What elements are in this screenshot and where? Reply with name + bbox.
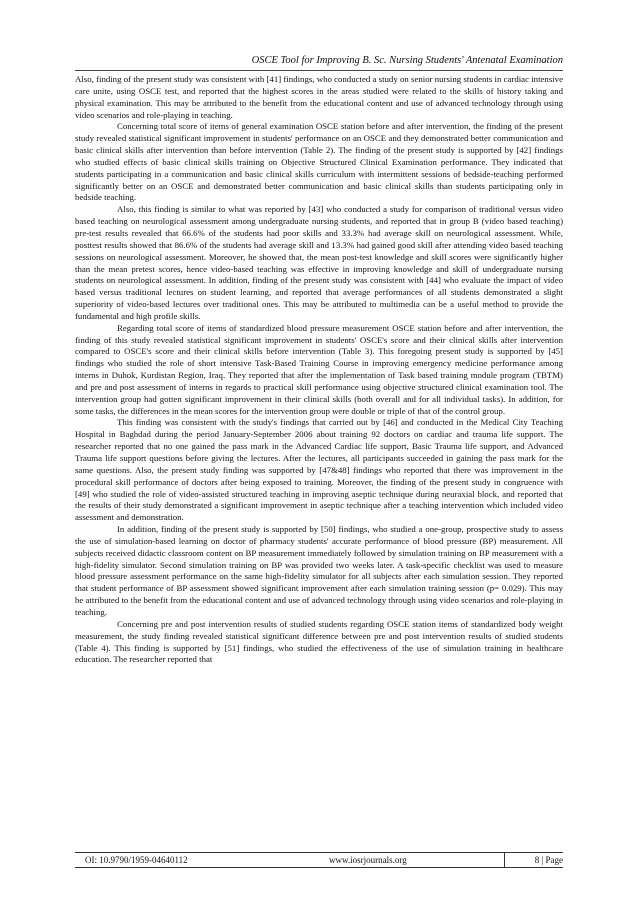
paragraph-5: This finding was consistent with the study's findings that carried out by [46] and conducted in the Medical City Teaching Hospital in Baghdad during the period January-September 2006 about training 92 doctors on cardiac and trauma life support. The researcher reported that no one gained the pass mark in the Advanced Cardiac life support, Basic Trauma life support, and Advanced Trauma life support questions before giving the lectures. After the lectures, all participants succeeded in gaining the pass mark for the same questions. Also, the present study finding was supported by [47&48] findings who reported that there was improvement in the procedural skill performance of doctors after being exposed to training. Moreover, the finding of the present study in congruence with [49] who studied the role of video-assisted structured teaching in improving aseptic technique during neuraxial block, and reported that the results of their study demonstrated a significant improvement in aseptic technique after a teaching intervention which included video assessment and demonstration.	[75, 417, 563, 523]
running-header: OSCE Tool for Improving B. Sc. Nursing Students' Antenatal Examination	[251, 55, 563, 66]
footer-website: www.iosrjournals.org	[329, 855, 407, 865]
footer-page-number: 8 | Page	[534, 855, 563, 865]
header-divider	[75, 70, 563, 71]
page-footer	[75, 852, 563, 868]
paragraph-4: Regarding total score of items of standardized blood pressure measurement OSCE station before and after intervention, the finding of this study revealed statistical significant improvement in students' OSCE's score and their clinical skills after intervention compared to OSCE's score and their clinical skills before intervention (Table 3). This foregoing present study is supported by [45] findings who studied the role of short intensive Task-Based Training Course in improving emergency medicine performance among interns in Duhok, Kurdistan Region, Iraq. They reported that after the implementation of Task based training module program (TBTM) and pre and post assessment of interns in regards to practical skill performance using objective structured clinical examination tool. The intervention group had gotten significant improvement in their clinical skills (both overall and for all individual tasks). In addition, for some tasks, the differences in the mean scores for the intervention group were double or triple of that of the control group.	[75, 322, 563, 416]
footer-separator	[504, 853, 505, 867]
paragraph-3: Also, this finding is similar to what was reported by [43] who conducted a study for comparison of traditional versus video based teaching on neurological assessment among undergraduate nursing students, and reported that in group B (video based teaching) pre-test results revealed that 66.6% of the students had poor skills and 33.3% had average skill on neurological assessment. While, posttest results showed that 86.6% of the students had average skill and 13.3% had gained good skill after attending video based teaching sessions on neurological assessment. Moreover, he showed that, the mean post-test knowledge and skill scores were significantly higher than the mean pretest scores, hence video-based teaching was effective in improving knowledge and skill of undergraduate nursing students on neurological assessment. In addition, finding of the present study was consistent with [44] who evaluate the impact of video based versus traditional lectures on student learning, and reported that average performances of all students demonstrated a slight superiority of video-based lectures over traditional ones. This may be attributed to multimedia can be a useful method to provide the fundamental and high profile skills.	[75, 204, 563, 321]
paragraph-1: Also, finding of the present study was consistent with [41] findings, who conducted a study on senior nursing students in cardiac intensive care unite, using OSCE test, and reported that the highest scores in the areas studied were related to the skills of history taking and physical examination. This may be attributed to the benefit from the educational content and use of advanced technology through using video scenarios and role-playing in teaching.	[75, 74, 563, 120]
paragraph-2: Concerning total score of items of general examination OSCE station before and after intervention, the finding of the present study revealed statistical significant improvement in students' performance on an OSCE and they demonstrated better communication and basic clinical skills after intervention than before intervention (Table 2). The finding of the present study is supported by [42] findings who studied effects of basic clinical skills training on Objective Structured Clinical Examination performance. They indicated that students participating in a communication and basic clinical skills curriculum with intermittent sessions of bedside-teaching performed significantly better on an OSCE and demonstrated better communication and basic clinical skills than students participating only in bedside teaching.	[75, 121, 563, 203]
paragraph-6: In addition, finding of the present study is supported by [50] findings, who studied a one-group, prospective study to assess the use of simulation-based learning on doctor of pharmacy students' accurate performance of blood pressure (BP) measurement. All subjects received didactic classroom content on BP measurement immediately followed by simulation training on BP measurement with a high-fidelity simulator. Second simulation training on BP was provided two weeks later. A task-specific checklist was used to measure blood pressure assessment performance on the same high-fidelity simulator for all subjects after each simulation session. They reported that student performance of BP assessment showed significant improvement after each simulation training session (p= 0.029). This may be attributed to the benefit from the educational content and use of advanced technology through using video scenarios and role-playing in teaching.	[75, 524, 563, 617]
article-body	[75, 74, 563, 666]
paragraph-7: Concerning pre and post intervention results of studied students regarding OSCE station items of standardized body weight measurement, the study finding revealed statistical significant difference between pre and post intervention results of studied students (Table 4). This finding is supported by [51] findings, who studied the effectiveness of the use of simulation training in healthcare education. The researcher reported that	[75, 618, 563, 665]
footer-doi: OI: 10.9790/1959-04640112	[85, 855, 188, 865]
